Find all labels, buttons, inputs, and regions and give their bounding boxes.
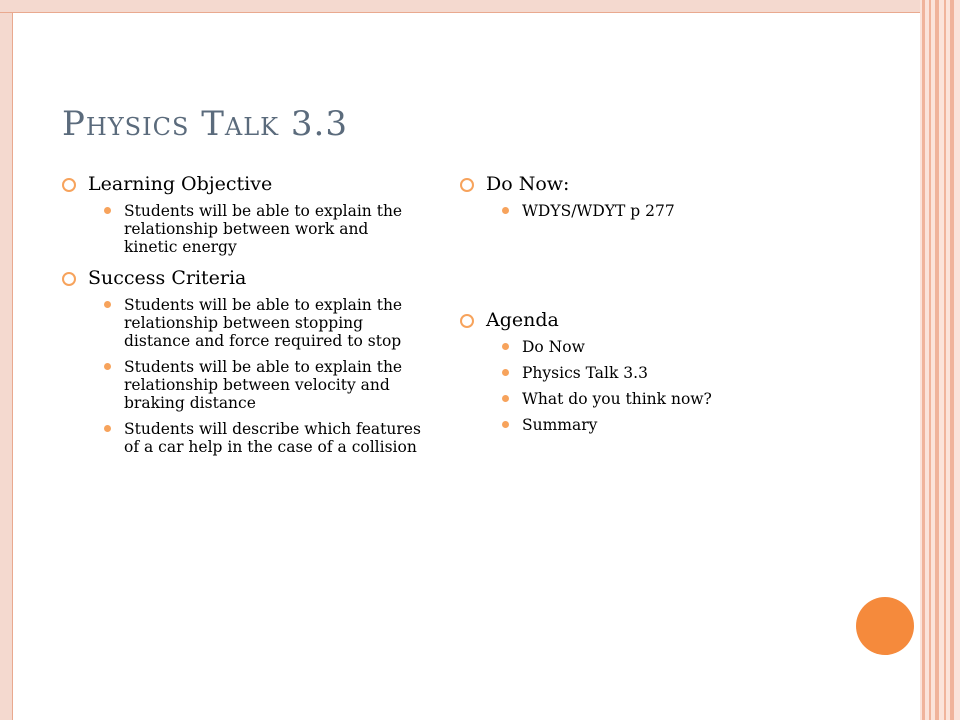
dot-bullet-icon (502, 421, 509, 428)
list-item: Students will be able to explain the relationship between work and kinetic energy (62, 202, 422, 256)
ring-bullet-icon (62, 178, 76, 192)
section-heading: Do Now: (460, 170, 840, 198)
dot-bullet-icon (104, 425, 111, 432)
success-criteria-section (62, 264, 422, 456)
slide-title: Physics Talk 3.3 (62, 104, 348, 144)
left-frame-border (0, 0, 13, 720)
orange-circle-decoration (856, 597, 914, 655)
left-column (62, 170, 422, 464)
ring-bullet-icon (460, 178, 474, 192)
agenda-section (460, 306, 840, 434)
ring-bullet-icon (62, 272, 76, 286)
dot-bullet-icon (104, 363, 111, 370)
dot-bullet-icon (104, 301, 111, 308)
list-item: What do you think now? (460, 390, 840, 408)
right-stripes-decoration (920, 0, 960, 720)
section-heading: Learning Objective (62, 170, 422, 198)
dot-bullet-icon (502, 369, 509, 376)
list-item: Physics Talk 3.3 (460, 364, 840, 382)
list-item: Do Now (460, 338, 840, 356)
learning-objective-section (62, 170, 422, 256)
dot-bullet-icon (104, 207, 111, 214)
list-item: WDYS/WDYT p 277 (460, 202, 840, 220)
dot-bullet-icon (502, 395, 509, 402)
top-frame-border (0, 0, 920, 13)
do-now-section (460, 170, 840, 220)
section-heading: Agenda (460, 306, 840, 334)
right-column (460, 170, 840, 442)
dot-bullet-icon (502, 207, 509, 214)
list-item: Summary (460, 416, 840, 434)
ring-bullet-icon (460, 314, 474, 328)
list-item: Students will be able to explain the relationship between stopping distance and force required to stop (62, 296, 422, 350)
list-item: Students will describe which features of a car help in the case of a collision (62, 420, 422, 456)
dot-bullet-icon (502, 343, 509, 350)
list-item: Students will be able to explain the relationship between velocity and braking distance (62, 358, 422, 412)
section-heading: Success Criteria (62, 264, 422, 292)
